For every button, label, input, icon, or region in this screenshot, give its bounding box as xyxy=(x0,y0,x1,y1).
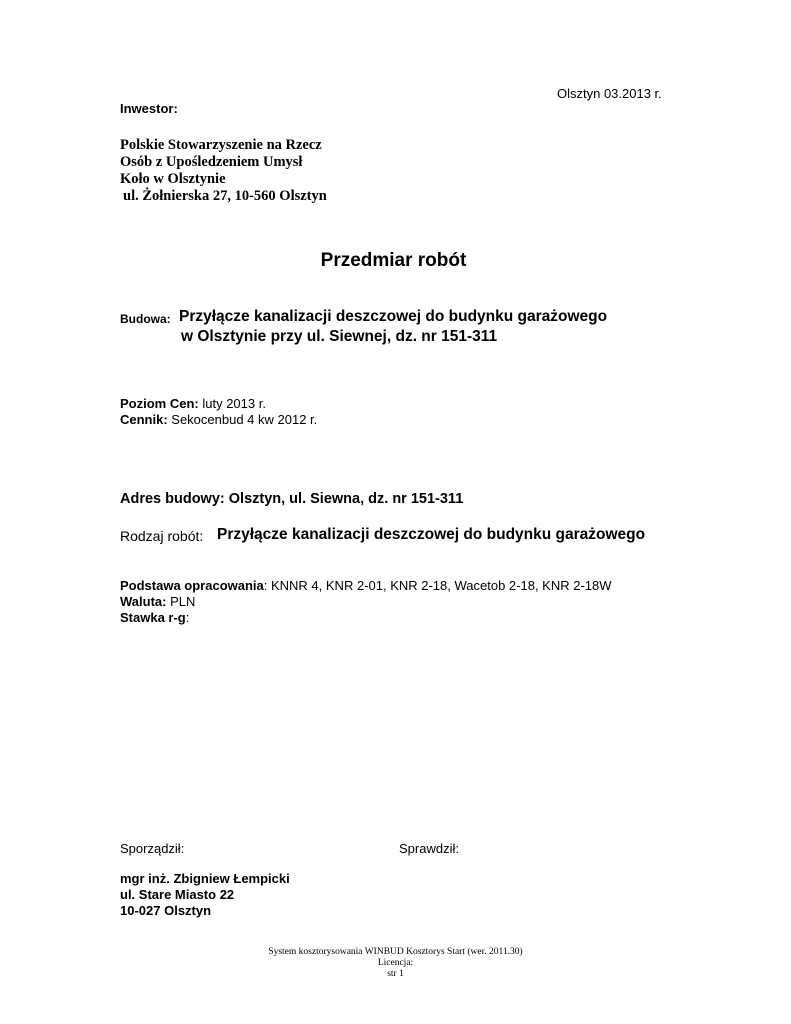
cennik-value: Sekocenbud 4 kw 2012 r. xyxy=(167,412,318,427)
poziom-cen-value: luty 2013 r. xyxy=(198,396,266,411)
stawka-label: Stawka r-g xyxy=(120,610,186,625)
author-name: mgr inż. Zbigniew Łempicki xyxy=(120,871,290,886)
poziom-cen-row xyxy=(120,396,266,411)
sprawdzil-label: Sprawdził: xyxy=(399,841,459,856)
investor-name-line-2: Osób z Upośledzeniem Umysł xyxy=(120,154,303,170)
document-date: Olsztyn 03.2013 r. xyxy=(557,86,662,101)
waluta-value: PLN xyxy=(166,594,196,609)
stawka-value: : xyxy=(185,610,190,625)
stawka-row xyxy=(120,610,189,625)
investor-label: Inwestor: xyxy=(120,101,178,116)
footer-software: System kosztorysowania WINBUD Kosztorys Start (wer. 2011.30) xyxy=(268,947,523,957)
cennik-label: Cennik: xyxy=(120,412,168,427)
adres-budowy: Adres budowy: Olsztyn, ul. Siewna, dz. nr 151-311 xyxy=(120,491,464,507)
waluta-label: Waluta: xyxy=(120,594,167,609)
footer-license: Licencja: xyxy=(377,958,414,968)
cennik-row xyxy=(120,412,317,427)
budowa-value-line-2: w Olsztynie przy ul. Siewnej, dz. nr 151-311 xyxy=(181,328,498,345)
podstawa-row xyxy=(120,578,612,593)
budowa-label: Budowa: xyxy=(120,312,171,326)
author-street: ul. Stare Miasto 22 xyxy=(120,887,235,902)
document-title xyxy=(0,250,791,272)
footer-page-number: str 1 xyxy=(387,969,404,979)
investor-branch: Koło w Olsztynie xyxy=(120,171,226,187)
budowa-value-line-1: Przyłącze kanalizacji deszczowej do budynku garażowego xyxy=(179,308,608,325)
podstawa-value: : KNNR 4, KNR 2-01, KNR 2-18, Wacetob 2-18, KNR 2-18W xyxy=(263,578,612,593)
podstawa-label: Podstawa opracowania xyxy=(120,578,264,593)
waluta-row xyxy=(120,594,195,609)
rodzaj-robot-label: Rodzaj robót: xyxy=(120,528,204,544)
sporzadzil-label: Sporządził: xyxy=(120,841,185,856)
investor-name-line-1: Polskie Stowarzyszenie na Rzecz xyxy=(120,137,322,153)
poziom-cen-label: Poziom Cen: xyxy=(120,396,199,411)
document-title-text: Przedmiar robót xyxy=(320,250,467,271)
author-city: 10-027 Olsztyn xyxy=(120,903,212,918)
investor-address: ul. Żołnierska 27, 10-560 Olsztyn xyxy=(123,188,327,204)
rodzaj-robot-value: Przyłącze kanalizacji deszczowej do budynku garażowego xyxy=(217,526,646,543)
